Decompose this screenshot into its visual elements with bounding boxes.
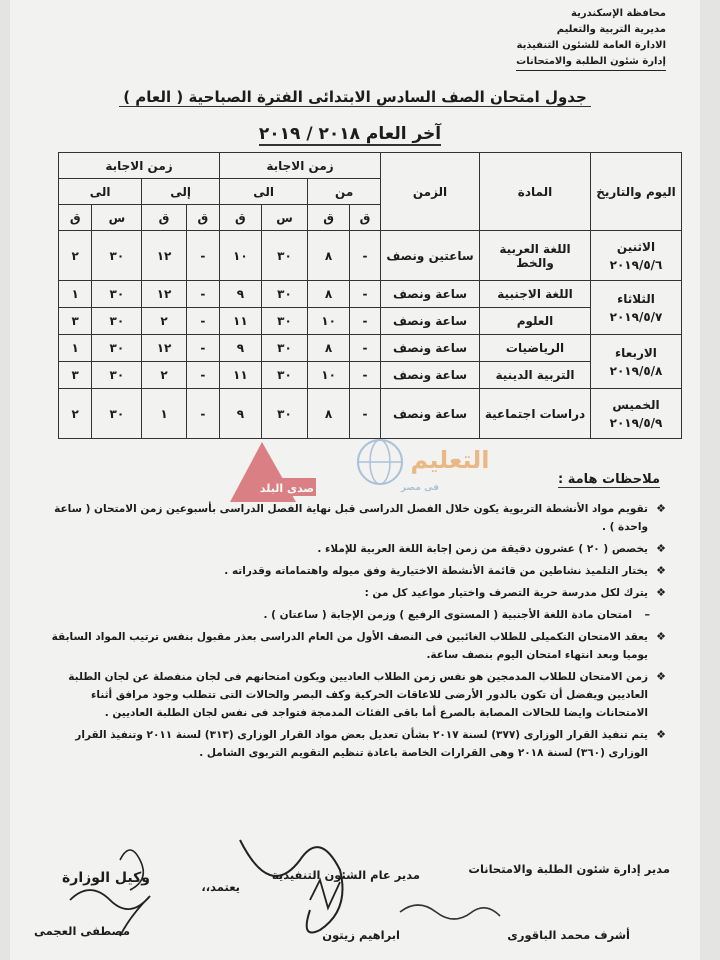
time-cell: ٣٠ (261, 308, 308, 335)
time-cell: ٢ (142, 308, 186, 335)
time-cell: ٣٠ (92, 362, 142, 389)
time-cell: ٨ (308, 389, 350, 439)
duration-cell: ساعة ونصف (381, 308, 480, 335)
handwritten-initial-left (120, 850, 143, 890)
time-cell: ١٠ (308, 308, 350, 335)
header-department: إدارة شئون الطلبة والامتحانات (516, 54, 666, 71)
bullet-icon: ❖ (656, 586, 666, 599)
dash-icon: – (644, 608, 650, 621)
col-header-from: من (308, 179, 381, 205)
time-cell: ٢ (142, 362, 186, 389)
subject-cell: العلوم (480, 308, 591, 335)
col-header-q: ق (59, 205, 92, 231)
time-cell: ٢ (59, 231, 92, 281)
notes-list (38, 500, 666, 766)
note-item: ❖ زمن الامتحان للطلاب المدمجين هو نفس زمن الطلاب العاديين ويكون امتحانهم فى لجان منفصلة عن لجان الطلبة العاديين ويفضل أن تكون بالدور الأرضى للاعاقات الحركية وكف البصر والحالات التى تتطلب وجود مرافق أثناء الامتحانات وايضا للحالات المصابة بالصرع أما باقى الفئات المدمجة فتواجد فى نفس لجان الطلبة العاديين . (68, 670, 666, 719)
duration-cell: ساعة ونصف (381, 389, 480, 439)
watermark-logo-subtext: فى مصر (400, 483, 440, 493)
time-cell: - (186, 281, 219, 308)
time-cell: ١١ (220, 362, 262, 389)
note-sub-item: – امتحان مادة اللغة الأجنبية ( المستوى الرفيع ) وزمن الإجابة ( ساعتان ) . (38, 606, 666, 624)
time-cell: ٨ (308, 281, 350, 308)
col-header-day: اليوم والتاريخ (591, 153, 682, 231)
signature-left-name: مصطفى العجمى (34, 924, 130, 938)
time-cell: ٣٠ (92, 308, 142, 335)
subject-cell: التربية الدينية (480, 362, 591, 389)
col-header-answer-time-2: زمن الاجابة (59, 153, 220, 179)
time-cell: ١ (59, 281, 92, 308)
time-cell: ٣ (59, 362, 92, 389)
time-cell: - (186, 231, 219, 281)
time-cell: ١٢ (142, 281, 186, 308)
col-header-s: س (261, 205, 308, 231)
time-cell: ٣٠ (261, 281, 308, 308)
time-cell: ٣٠ (92, 231, 142, 281)
note-item: ❖ يتم تنفيذ القرار الوزارى (٣٧٧) لسنة ٢٠١٧ بشأن تعديل بعض مواد القرار الوزارى (٣١٣) لسنة ٢٠١١ وتنفيذ القرار الوزارى (٣٦٠) لسنة ٢٠١٨ وهى القرارات الخاصة باعادة تنظيم التقويم التربوى الشامل . (75, 728, 666, 759)
signatures-scribbles (10, 800, 700, 960)
note-item: ❖ يترك لكل مدرسة حرية التصرف واختيار مواعيد كل من : (38, 584, 666, 602)
time-cell: ٣٠ (92, 389, 142, 439)
handwritten-signature-middle-2 (310, 880, 340, 908)
header-directorate: مديرية التربية والتعليم (556, 24, 666, 35)
table-row (59, 308, 682, 335)
handwritten-signature-middle (240, 840, 343, 933)
time-cell: - (186, 308, 219, 335)
handwritten-signature-right (400, 905, 500, 919)
col-header-to-2: إلى (142, 179, 220, 205)
document-title: جدول امتحان الصف السادس الابتدائى الفترة الصباحية ( العام ) (10, 88, 700, 106)
subject-cell: اللغة العربية والخط (480, 231, 591, 281)
col-header-q: ق (308, 205, 350, 231)
day-cell: الثلاثاء ٢٠١٩/٥/٧ (591, 281, 682, 335)
bullet-icon: ❖ (656, 502, 666, 515)
signature-left-title: وكيل الوزارة (62, 870, 150, 886)
watermark-logos (220, 420, 520, 510)
bullet-icon: ❖ (656, 630, 666, 643)
duration-cell: ساعتين ونصف (381, 231, 480, 281)
time-cell: - (186, 335, 219, 362)
time-cell: ١١ (220, 308, 262, 335)
duration-cell: ساعة ونصف (381, 362, 480, 389)
day-cell: الخميس ٢٠١٩/٥/٩ (591, 389, 682, 439)
notes-heading: ملاحظات هامة : (558, 472, 660, 487)
table-row (59, 231, 682, 281)
bullet-icon: ❖ (656, 670, 666, 683)
time-cell: ٨ (308, 231, 350, 281)
duration-cell: ساعة ونصف (381, 281, 480, 308)
signature-right-name: أشرف محمد الباقورى (507, 928, 630, 942)
subject-cell: الرياضيات (480, 335, 591, 362)
col-header-q: ق (220, 205, 262, 231)
header-administration: الادارة العامة للشئون التنفيذية (516, 40, 666, 51)
time-cell: ٣ (59, 308, 92, 335)
time-cell: - (349, 389, 380, 439)
time-cell: ٣٠ (261, 362, 308, 389)
note-item: ❖ يخصص ( ٢٠ ) عشرون دقيقة من زمن إجابة اللغة العربية للإملاء . (38, 540, 666, 558)
time-cell: ٨ (308, 335, 350, 362)
col-header-s: س (92, 205, 142, 231)
day-cell: الاثنين ٢٠١٩/٥/٦ (591, 231, 682, 281)
handwritten-signature-left (70, 890, 150, 936)
time-cell: - (186, 389, 219, 439)
document-page (10, 0, 700, 960)
table-row (59, 362, 682, 389)
time-cell: ٣٠ (92, 281, 142, 308)
time-cell: ١٢ (142, 335, 186, 362)
subject-cell: اللغة الاجنبية (480, 281, 591, 308)
approval-label: يعتمد،، (201, 880, 240, 894)
bullet-icon: ❖ (656, 564, 666, 577)
signature-right-title: مدير إدارة شئون الطلبة والامتحانات (468, 862, 670, 876)
col-header-to-1: الى (220, 179, 308, 205)
time-cell: - (349, 231, 380, 281)
time-cell: - (349, 308, 380, 335)
bullet-icon: ❖ (656, 542, 666, 555)
col-header-answer-time-1: زمن الاجابة (220, 153, 381, 179)
col-header-q: ق (186, 205, 219, 231)
time-cell: - (349, 335, 380, 362)
note-item: ❖ يعقد الامتحان التكميلى للطلاب الغائبين فى النصف الأول من العام الدراسى بعذر مقبول بنفس ترتيب المواد السابقة يوميا وبعد انتهاء امتحان اليوم بنصف ساعة. (51, 630, 666, 661)
col-header-to-3: الى (59, 179, 142, 205)
col-header-time: الزمن (381, 153, 480, 231)
time-cell: ٣٠ (261, 389, 308, 439)
time-cell: ١ (59, 335, 92, 362)
time-cell: - (349, 281, 380, 308)
time-cell: ٩ (220, 335, 262, 362)
note-item: ❖ تقويم مواد الأنشطة التربوية يكون خلال الفصل الدراسى قبل نهاية الفصل الدراسى بأسبوعين زمن الامتحان ( ساعة واحدة ) . (54, 502, 666, 533)
time-cell: ٩ (220, 281, 262, 308)
col-header-q: ق (142, 205, 186, 231)
col-header-q: ق (349, 205, 380, 231)
letterhead (516, 6, 666, 71)
watermark-logo-text: التعليم (410, 446, 490, 474)
red-logo-text: صدى البلد (259, 482, 315, 495)
signature-middle-title: مدير عام الشئون التنفيذية (271, 868, 420, 882)
time-cell: ٣٠ (261, 335, 308, 362)
col-header-subject: المادة (480, 153, 591, 231)
table-row (59, 281, 682, 308)
time-cell: ٩ (220, 389, 262, 439)
signature-middle-name: ابراهيم زيتون (322, 928, 400, 942)
table-row (59, 335, 682, 362)
time-cell: ١٠ (308, 362, 350, 389)
time-cell: ١ (142, 389, 186, 439)
day-cell: الاربعاء ٢٠١٩/٥/٨ (591, 335, 682, 389)
exam-schedule-table (58, 152, 682, 439)
time-cell: ٣٠ (261, 231, 308, 281)
time-cell: ٢ (59, 389, 92, 439)
duration-cell: ساعة ونصف (381, 335, 480, 362)
time-cell: ١٢ (142, 231, 186, 281)
bullet-icon: ❖ (656, 728, 666, 741)
document-subtitle: آخر العام ٢٠١٨ / ٢٠١٩ (258, 124, 442, 144)
header-governorate: محافظة الإسكندرية (571, 8, 666, 19)
time-cell: - (186, 362, 219, 389)
time-cell: ١٠ (220, 231, 262, 281)
note-item: ❖ يختار التلميذ نشاطين من قائمة الأنشطة الاختيارية وفق ميوله واهتماماته وقدراته . (38, 562, 666, 580)
time-cell: ٣٠ (92, 335, 142, 362)
time-cell: - (349, 362, 380, 389)
subject-cell: دراسات اجتماعية (480, 389, 591, 439)
